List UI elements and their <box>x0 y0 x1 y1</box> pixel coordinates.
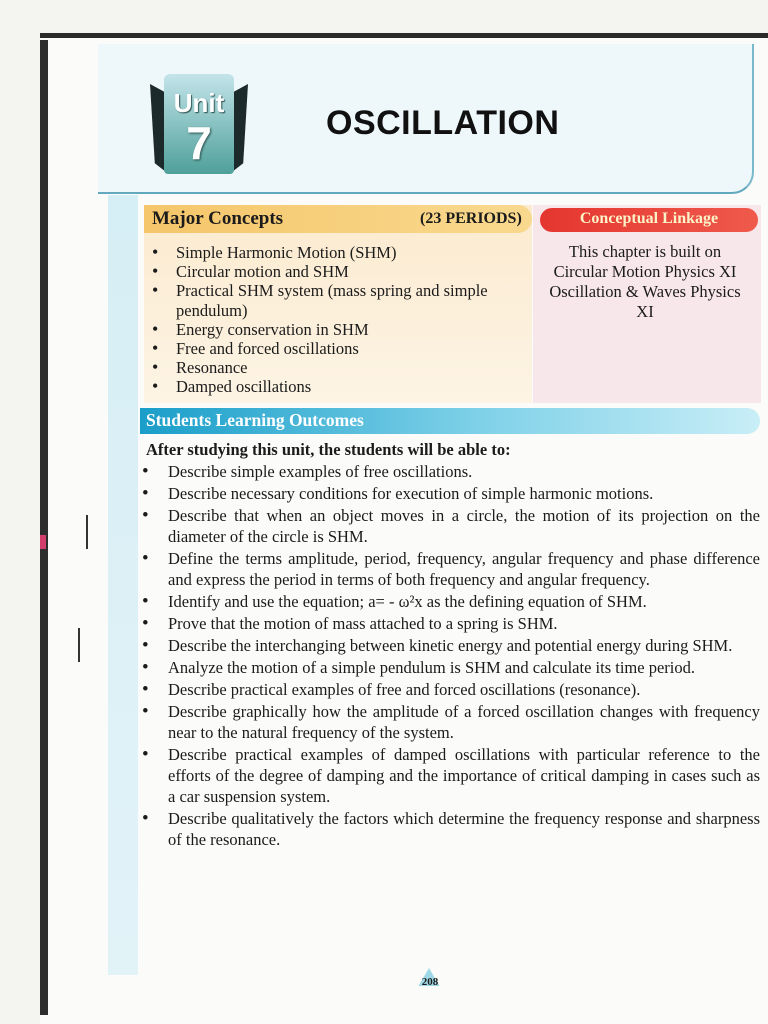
concept-item: • Simple Harmonic Motion (SHM) <box>150 243 530 262</box>
outcome-item: • Describe necessary conditions for execution of simple harmonic motions. <box>132 483 760 504</box>
page-mark <box>40 535 46 549</box>
binding-shadow <box>40 40 48 1015</box>
chapter-title: OSCILLATION <box>326 104 560 142</box>
outcome-item: • Describe simple examples of free oscillations. <box>132 461 760 482</box>
outcome-item: • Describe practical examples of free and forced oscillations (resonance). <box>132 679 760 700</box>
unit-label: Unit <box>173 88 225 118</box>
major-concepts-title: Major Concepts <box>152 208 284 229</box>
learning-outcomes-list <box>132 461 760 851</box>
outcome-item: • Define the terms amplitude, period, frequency, angular frequency and phase difference and express the period in terms of both frequency and angular frequency. <box>132 548 760 590</box>
learning-outcomes-title: Students Learning Outcomes <box>146 410 364 430</box>
linkage-line: Oscillation & Waves Physics XI <box>549 282 741 321</box>
linkage-line: Circular Motion Physics XI <box>553 262 737 281</box>
unit-badge-wing-right <box>232 84 248 172</box>
outcome-item: • Analyze the motion of a simple pendulum is SHM and calculate its time period. <box>132 657 760 678</box>
outcome-item: • Prove that the motion of mass attached to a spring is SHM. <box>132 613 760 634</box>
concept-item: • Practical SHM system (mass spring and simple pendulum) <box>150 281 530 319</box>
conceptual-linkage-title: Conceptual Linkage <box>579 210 719 227</box>
concept-item: • Resonance <box>150 358 530 377</box>
major-concepts-list <box>150 243 530 397</box>
linkage-line: This chapter is built on <box>568 242 722 261</box>
concept-item: • Circular motion and SHM <box>150 262 530 281</box>
outcome-item: • Describe practical examples of damped oscillations with particular reference to the efforts of the degree of damping and the importance of critical damping in cases such as a car suspension system. <box>132 744 760 807</box>
periods-label: (23 PERIODS) <box>420 210 522 227</box>
outcome-item: • Describe graphically how the amplitude of a forced oscillation changes with frequency near to the natural frequency of the system. <box>132 701 760 743</box>
page-mark <box>78 628 80 662</box>
unit-number: 7 <box>186 117 212 169</box>
page-mark <box>86 515 88 549</box>
outcome-item: • Describe qualitatively the factors which determine the frequency response and sharpness of the resonance. <box>132 808 760 850</box>
outcome-item: • Describe the interchanging between kinetic energy and potential energy during SHM. <box>132 635 760 656</box>
conceptual-linkage-text <box>540 242 750 322</box>
unit-badge <box>150 74 248 176</box>
concept-item: • Energy conservation in SHM <box>150 320 530 339</box>
page-top-edge <box>40 33 768 38</box>
outcome-item: • Describe that when an object moves in a circle, the motion of its projection on the diameter of the circle is SHM. <box>132 505 760 547</box>
page-number: 208 <box>421 976 439 988</box>
learning-outcomes-intro: After studying this unit, the students will be able to: <box>146 440 511 459</box>
outcome-item: • Identify and use the equation; a= - ω²x as the defining equation of SHM. <box>132 591 760 612</box>
concept-item: • Free and forced oscillations <box>150 339 530 358</box>
concept-item: • Damped oscillations <box>150 377 530 396</box>
